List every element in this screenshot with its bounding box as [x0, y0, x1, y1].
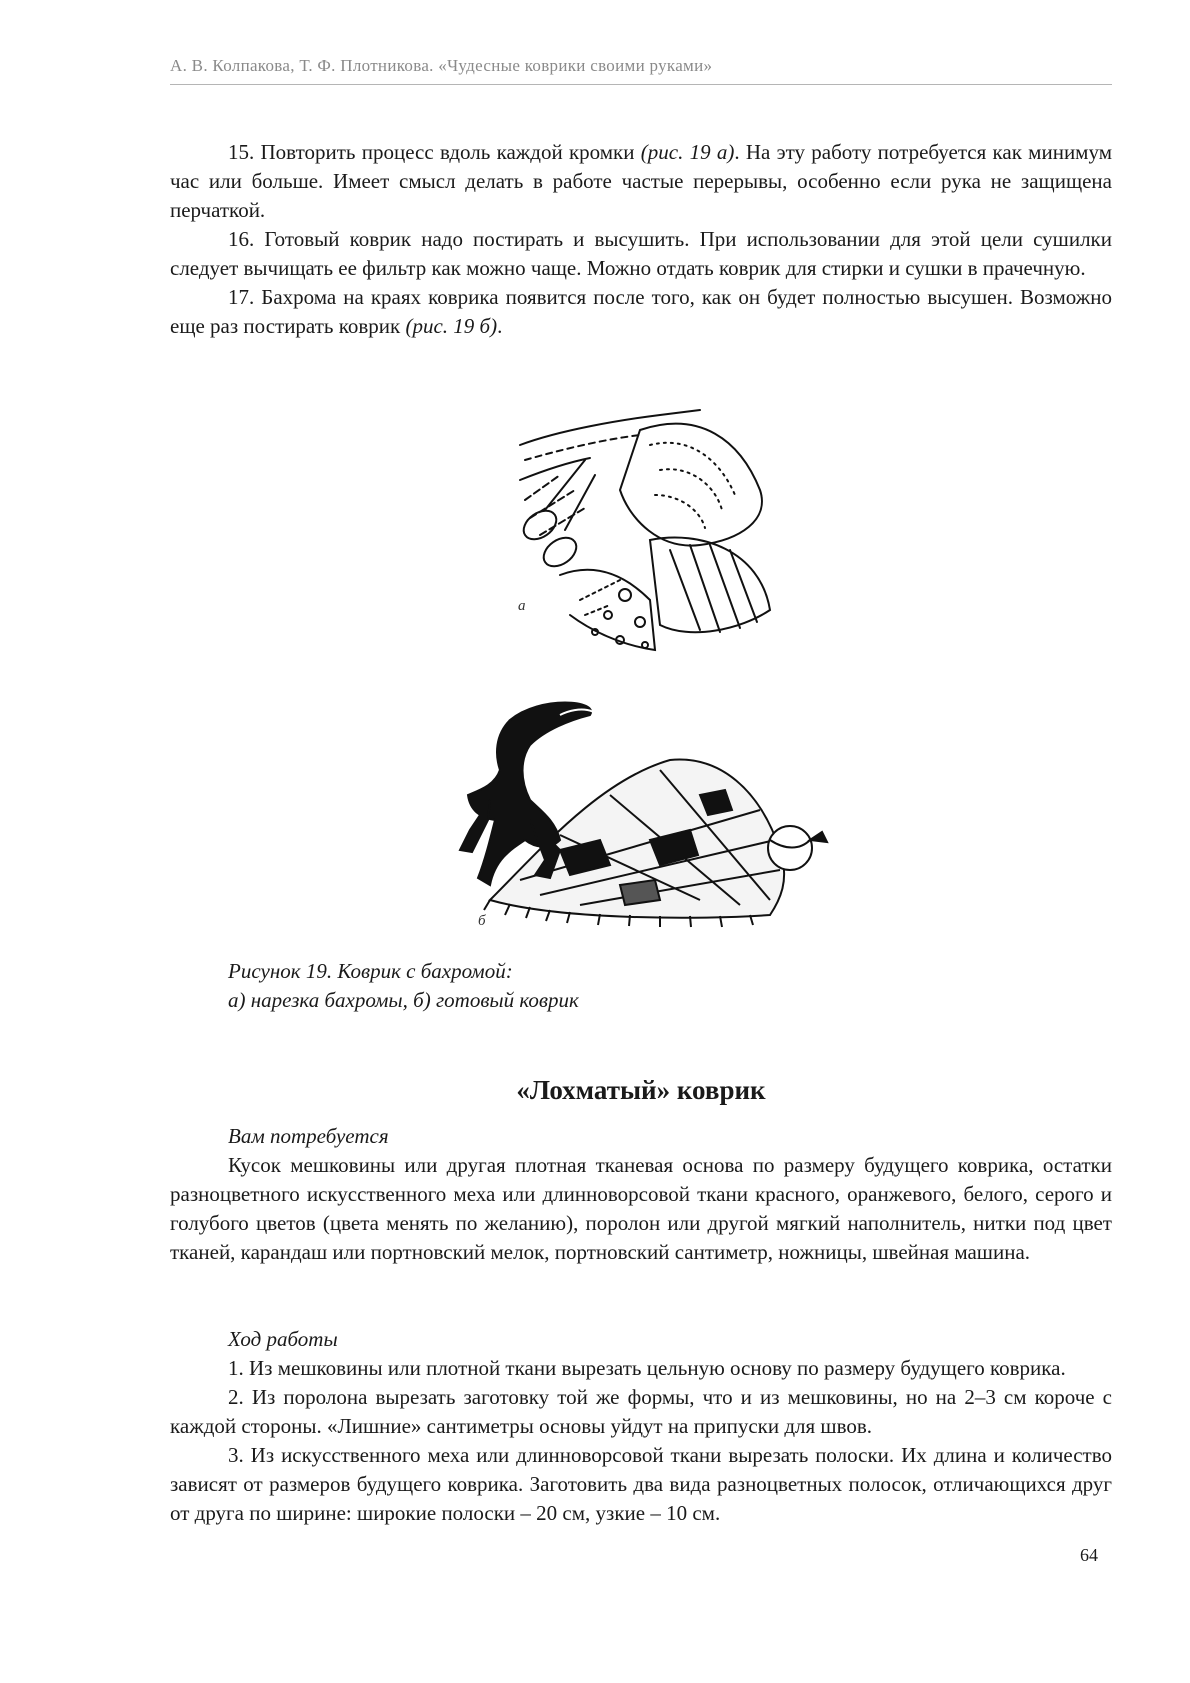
figure-letter-b: б — [478, 913, 486, 929]
workflow-label: Ход работы — [228, 1327, 338, 1351]
figure-a — [0, 400, 1190, 660]
figure-ref: (рис. 19 а) — [640, 140, 735, 164]
materials-label: Вам потребуется — [228, 1124, 389, 1148]
caption-parts: а) нарезка бахромы, б) готовый коврик — [228, 988, 579, 1012]
workflow-step-3: 3. Из искусственного меха или длинноворсовой ткани вырезать полоски. Их длина и количество зависят от размеров будущего коврика. Заготовить два вида разноцветных полосок, отличающихся друг от друга по ширине: широкие полоски – 20 см, узкие – 10 см. — [170, 1443, 1112, 1525]
materials-text: Кусок мешковины или другая плотная тканевая основа по размеру будущего коврика, остатки разноцветного искусственного меха или длинноворсовой ткани красного, оранжевого, белого, серого и голубого цветов (цвета менять по желанию), поролон или другой мягкий наполнитель, нитки под цвет тканей, карандаш или портновский мелок, портновский сантиметр, ножницы, швейная машина. — [170, 1153, 1112, 1264]
figure-ref: (рис. 19 б) — [405, 314, 498, 338]
step-17: 17. Бахрома на краях коврика появится после того, как он будет полностью высушен. Возможно еще раз постирать коврик (рис. 19 б). — [170, 285, 1112, 338]
header-divider — [170, 84, 1112, 85]
running-header: А. В. Колпакова, Т. Ф. Плотникова. «Чудесные коврики своими руками» — [170, 56, 713, 75]
page-number: 64 — [1080, 1545, 1098, 1565]
fringe-cutting-illustration — [0, 400, 1190, 660]
figure-caption — [228, 957, 579, 1015]
materials-block — [170, 1122, 1112, 1267]
section-title: «Лохматый» коврик — [516, 1075, 766, 1105]
workflow-block — [170, 1325, 1112, 1528]
workflow-step-1: 1. Из мешковины или плотной ткани вырезать цельную основу по размеру будущего коврика. — [228, 1356, 1066, 1380]
step-16: 16. Готовый коврик надо постирать и высушить. При использовании для этой цели сушилки следует вычищать ее фильтр как можно чаще. Можно отдать коврик для стирки и сушки в прачечную. — [170, 227, 1112, 280]
caption-title: Рисунок 19. Коврик с бахромой: — [228, 959, 513, 983]
finished-rug-illustration — [0, 700, 1190, 940]
steps-top — [170, 138, 1112, 341]
workflow-step-2: 2. Из поролона вырезать заготовку той же формы, что и из мешковины, но на 2–3 см короче с каждой стороны. «Лишние» сантиметры основы уйдут на припуски для швов. — [170, 1385, 1112, 1438]
step-15: 15. Повторить процесс вдоль каждой кромки (рис. 19 а). На эту работу потребуется как минимум час или больше. Имеет смысл делать в работе частые перерывы, особенно если рука не защищена перчаткой. — [170, 140, 1112, 222]
figure-letter-a: а — [518, 598, 526, 614]
figure-b — [0, 700, 1190, 940]
